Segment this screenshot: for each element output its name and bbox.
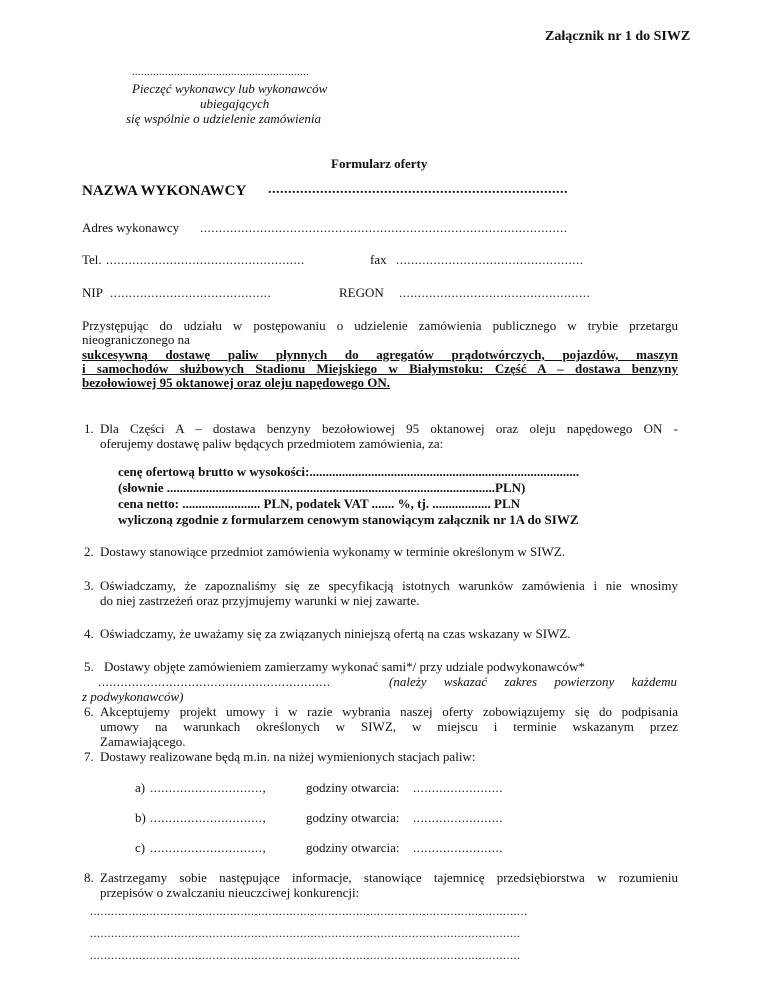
stamp-line-1: Pieczęć wykonawcy lub wykonawców: [132, 81, 328, 96]
page-title: Formularz oferty: [331, 156, 428, 171]
price-gross-field[interactable]: cenę ofertową brutto w wysokości:...................................................................................: [118, 464, 580, 479]
p6-line-1: Akceptujemy projekt umowy i w razie wybrania naszej oferty zobowiązujemy się do podpisania: [100, 704, 678, 719]
address-field[interactable]: ..................................................................................................: [200, 220, 568, 235]
p6-number: 6.: [84, 704, 94, 719]
p3-line-2: do niej zastrzeżeń oraz przyjmujemy warunki w niej zawarte.: [100, 593, 420, 608]
price-net-field[interactable]: cena netto: ........................ PLN, podatek VAT ....... %, tj. .................. PLN: [118, 496, 521, 511]
station-b-label: b): [135, 810, 146, 825]
attachment-label: Załącznik nr 1 do SIWZ: [545, 29, 691, 44]
secret-info-field-2[interactable]: ...........................................................................................................................: [90, 926, 521, 940]
p6-line-2: umowy na warunkach określonych w SIWZ, w miejscu i terminie wskazanym przez: [100, 719, 678, 734]
price-calc-note: wyliczoną zgodnie z formularzem cenowym stanowiącym załącznik nr 1A do SIWZ: [118, 512, 579, 527]
intro-bold-line-1: sukcesywną dostawę paliw płynnych do agregatów prądotwórczych, pojazdów, maszyn: [82, 347, 678, 362]
p2-number: 2.: [84, 544, 94, 559]
address-label: Adres wykonawcy: [82, 220, 180, 235]
p5-line-1: Dostawy objęte zamówieniem zamierzamy wykonać sami*/ przy udziale podwykonawców*: [104, 659, 585, 674]
p7-text: Dostawy realizowane będą m.in. na niżej wymienionych stacjach paliw:: [100, 749, 476, 764]
secret-info-field-3[interactable]: ...........................................................................................................................: [90, 948, 521, 962]
nip-field[interactable]: ...........................................: [110, 285, 272, 300]
p1-line-1: Dla Części A – dostawa benzyny bezołowiowej 95 oktanowej oraz oleju napędowego ON -: [100, 421, 678, 436]
tel-label: Tel.: [82, 252, 102, 267]
p4-number: 4.: [84, 626, 94, 641]
regon-label: REGON: [339, 285, 384, 300]
station-a-label: a): [135, 780, 146, 795]
station-b-hours-field[interactable]: ........................: [413, 810, 503, 825]
contractor-name-field[interactable]: ...........................................................................: [268, 182, 568, 197]
p5-number: 5.: [84, 659, 94, 674]
intro-line-1: Przystępując do udziału w postępowaniu o udzielenie zamówienia publicznego w trybie przetargu: [82, 318, 678, 333]
station-c-label: c): [135, 840, 146, 855]
tel-field[interactable]: .....................................................: [106, 252, 305, 267]
station-a-field[interactable]: ..............................,: [150, 780, 267, 795]
station-c-hours-field[interactable]: ........................: [413, 840, 503, 855]
p7-number: 7.: [84, 749, 94, 764]
station-c-field[interactable]: ..............................,: [150, 840, 267, 855]
station-c-hours-label: godziny otwarcia:: [306, 840, 400, 855]
station-a-hours-label: godziny otwarcia:: [306, 780, 400, 795]
intro-bold-line-3: bezołowiowej 95 oktanowej oraz oleju napędowego ON.: [82, 375, 390, 390]
station-b-field[interactable]: ..............................,: [150, 810, 267, 825]
fax-label: fax: [370, 252, 387, 267]
stamp-dots: ...........................................................: [132, 67, 309, 78]
p3-number: 3.: [84, 578, 94, 593]
fax-field[interactable]: ..................................................: [396, 252, 584, 267]
p8-line-2: przepisów o zwalczaniu nieuczciwej konkurencji:: [100, 885, 360, 900]
price-words-field[interactable]: (słownie .....................................................................................................PLN): [118, 480, 526, 495]
contractor-name-label: NAZWA WYKONAWCY: [82, 183, 247, 199]
p8-number: 8.: [84, 870, 94, 885]
p5-note: (należy wskazać zakres powierzony każdemu: [389, 674, 677, 689]
p4-text: Oświadczamy, że uważamy się za związanych niniejszą ofertą na czas wskazany w SIWZ.: [100, 626, 571, 641]
station-a-hours-field[interactable]: ........................: [413, 780, 503, 795]
nip-label: NIP: [82, 285, 103, 300]
secret-info-field-1[interactable]: .............................................................................................................................: [90, 904, 528, 918]
p1-line-2: oferujemy dostawę paliw będących przedmiotem zamówienia, za:: [100, 436, 444, 451]
regon-field[interactable]: ...................................................: [399, 285, 591, 300]
p1-number: 1.: [84, 421, 94, 436]
p2-text: Dostawy stanowiące przedmiot zamówienia wykonamy w terminie określonym w SIWZ.: [100, 544, 565, 559]
p3-line-1: Oświadczamy, że zapoznaliśmy się ze specyfikacją istotnych warunków zamówienia i nie wnosimy: [100, 578, 678, 593]
p6-line-3: Zamawiającego.: [100, 734, 186, 749]
intro-bold-line-2: i samochodów służbowych Stadionu Miejskiego w Białymstoku: Część A – dostawa benzyny: [82, 361, 678, 376]
p5-note-2: z podwykonawców): [82, 689, 184, 704]
p8-line-1: Zastrzegamy sobie następujące informacje, stanowiące tajemnicę przedsiębiorstwa w rozumieniu: [100, 870, 678, 885]
intro-line-2: nieograniczonego na: [82, 332, 190, 347]
stamp-line-2: ubiegających: [200, 96, 270, 111]
station-b-hours-label: godziny otwarcia:: [306, 810, 400, 825]
subcontractor-field[interactable]: ..............................................................: [98, 674, 331, 689]
stamp-line-3: się wspólnie o udzielenie zamówienia: [126, 111, 321, 126]
